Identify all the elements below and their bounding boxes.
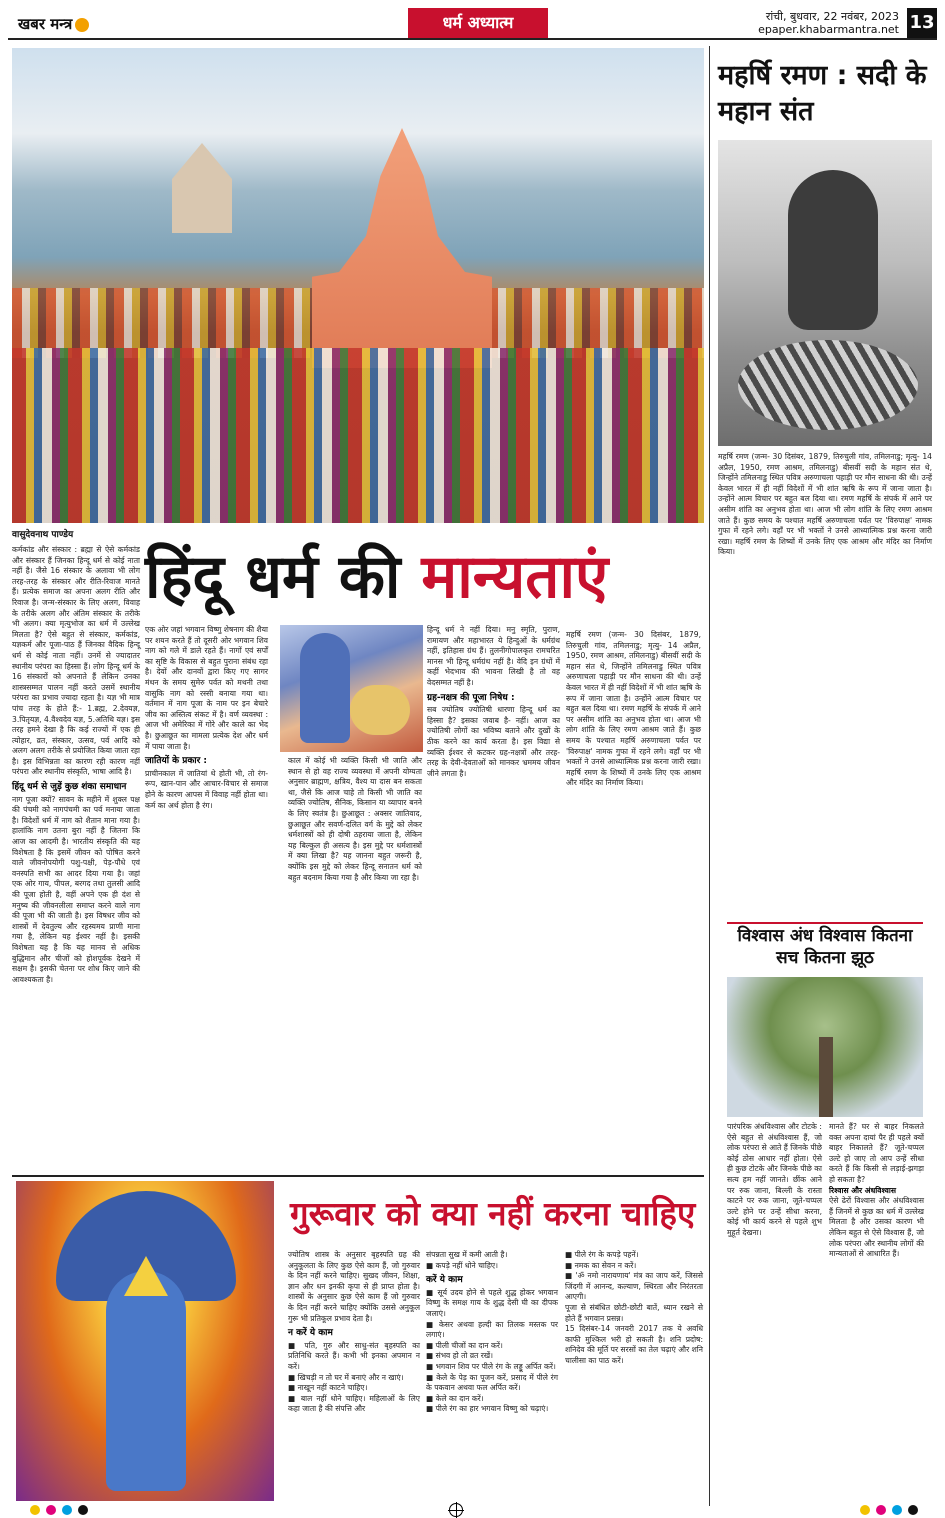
do-item: ■ केसर अथवा हल्दी का तिलक मस्तक पर लगाएं। xyxy=(426,1319,558,1340)
do-item: ■ केले के पेड़ का पूजन करें, प्रसाद में पीले रंग के पकवान अथवा फल अर्पित करें। xyxy=(426,1372,558,1393)
thursday-col2-text: संपन्नता सुख में कमी आती है। xyxy=(426,1250,508,1259)
byline: वासुदेवनाथ पाण्डेय xyxy=(12,530,74,540)
vishwas-col2-subhead: रिश्वास और अंधविश्वास xyxy=(829,1185,896,1195)
dont-item: ■ बाल नहीं धोने चाहिए। महिलाओं के लिए कहा जाता है की संपत्ति और xyxy=(288,1393,420,1414)
thursday-column-1 xyxy=(288,1250,420,1505)
reg-dot xyxy=(876,1505,886,1515)
vishnu-illustration xyxy=(16,1181,274,1501)
vishwas-headline: विश्वास अंध विश्वास कितना सच कितना झूठ xyxy=(737,926,913,968)
reg-dot xyxy=(892,1505,902,1515)
distant-temple-shape xyxy=(172,143,232,233)
col-a-subhead: हिंदू धर्म से जुड़ें कुछ शंका समाधान xyxy=(12,782,127,793)
temple-shape xyxy=(312,128,492,368)
ramana-headline: महर्षि रमण : सदी के महान संत xyxy=(718,60,927,127)
tiger-skin-seat xyxy=(738,340,918,430)
dateline xyxy=(758,10,899,36)
reg-dot xyxy=(908,1505,918,1515)
dont-do-subhead: न करें ये काम xyxy=(288,1328,333,1339)
vishnu-figure xyxy=(106,1271,186,1491)
tree-trunk xyxy=(819,1037,833,1117)
do-subhead: करें ये काम xyxy=(426,1275,463,1286)
col-a-text-2: नाग पूजा क्यों? सावन के महीने में शुक्ल पक्ष की पंचमी को नागपंचमी का पर्व मनाया जाता है। विदेशों धर्म में नाग को शैतान माना गया है। हालांकि नाग उतना बुरा नहीं है जितना कि आज का आदमी है। भारतीय संस्कृति की यह विशेषता है कि इसमें जीवन को पोषित करने वाले जीवनोपयोगी पशु-पक्षी, पेड़-पौधे एवं वनस्पति सभी का आदर दिया गया है। जहां एक ओर गाय, पीपल, बरगद तथा तुलसी आदि की पूजा होती है, वहीं अपने एक ही दंश से मनुष्य की जीवनलीला समाप्त करने वाले नाग की पूजा भी की जाती है। इस विषधर जीव को शास्त्रों में देवतुल्य और रहस्यमय प्राणी माना गया है, लेकिन यह ईश्वर नहीं है। इसकी विशेषता यह है कि यह मानव से अधिक बुद्धिमान और चीजों को होशपूर्वक देखने में सक्षम है। इसकी चेतना पर शोध किए जाने की आवश्यकता है। xyxy=(12,794,140,984)
col-d-text: हिन्दू धर्म ने नहीं दिया। मनु स्मृति, पुराण, रामायण और महाभारत ये हिन्दुओं के धर्मग्रंथ नहीं, इतिहास ग्रंथ हैं। तुलनीगोपालकृत रामचरित मानस भी हिन्दू धर्मग्रंथ नहीं है। वेदि इन ग्रंथों में कहीं भेदभाव की भावना लिखी है तो वह वेदसम्मत नहीं है। xyxy=(427,625,560,687)
section-rule xyxy=(12,1175,704,1177)
brand-logo xyxy=(18,14,89,34)
reg-dot xyxy=(78,1505,88,1515)
issue-date: रांची, बुधवार, 22 नवंबर, 2023 xyxy=(765,10,899,23)
col-b-subhead: जातियों के प्रकार : xyxy=(145,756,207,767)
do-item: ■ पीले रंग के कपड़े पहनें। xyxy=(565,1250,639,1259)
do-item: ■ भगवान शिव पर पीले रंग के लड्डू अर्पित करें। xyxy=(426,1361,556,1371)
col-d-text-2: सब ज्योतिष ज्योतिषी धारणा हिन्दू धर्म का हिस्सा है? इसका जवाब है- नहीं। आज का ज्योतिषी लोगों का भविष्य बताने और दुखों के ठीक करने का कार्य करता है। इस विद्या से व्यक्ति ईश्वर से कटकर ग्रह-नक्षत्रों और तरह-तरह के देवी-देवताओं को मानकर भ्रममय जीवन जीने लगता है। xyxy=(427,705,560,778)
banyan-tree-photo xyxy=(727,977,923,1117)
dont-item: ■ कपड़े नहीं धोने चाहिए। xyxy=(426,1260,498,1270)
vishwas-column-1: पारंपरिक अंधविश्वास और टोटके : ऐसे बहुत से अंधविश्वास हैं, जो लोक परंपरा से आते हैं जिनके पीछे कोई ठोस आधार नहीं होता। ऐसे ही कुछ टोटके और जिनके पीछे का सत्य हम नहीं जानते। छींक आने पर रुक जाना, बिल्ली के रास्ता काटने पर रुक जाना, जूते-चप्पल उल्टे होने पर उन्हें सीधा करना, कोई भी कार्य करने से पहले शुभ मुहूर्त देखना। xyxy=(727,1122,823,1237)
masthead xyxy=(8,8,937,40)
thursday-column-2 xyxy=(426,1250,558,1505)
reg-dot xyxy=(46,1505,56,1515)
main-headline xyxy=(145,532,705,622)
dont-item: ■ खिचड़ी न तो घर में बनाएं और न खाएं। xyxy=(288,1372,404,1382)
thursday-intro: ज्योतिष शास्त्र के अनुसार बृहस्पति ग्रह की अनुकूलता के लिए कुछ ऐसे काम हैं, जो गुरुवार के दिन नहीं करने चाहिए। सुखद जीवन, शिक्षा, ज्ञान और धन इनकी कृपा से ही प्राप्त होता है। शास्त्रों के अनुसार कुछ ऐसे काम हैं जो गुरुवार के दिन नहीं करने चाहिए क्योंकि उससे अनुकूल गुरू भी प्रतिकूल प्रभाव देता है। xyxy=(288,1250,420,1323)
brand-name: खबर मन्त्र xyxy=(18,15,73,33)
dont-item: ■ पति, गुरु और साधु-संत बृहस्पति का प्रतिनिधि करते हैं। कभी भी इनका अपमान न करें। xyxy=(288,1340,420,1371)
headline-part-2: मान्यताएं xyxy=(421,542,609,612)
reg-dot xyxy=(62,1505,72,1515)
dont-item: ■ नाखून नहीं काटने चाहिए। xyxy=(288,1383,368,1393)
page-number: 13 xyxy=(907,8,937,38)
shiva-illustration xyxy=(280,625,423,752)
do-item: ■ सूर्य उदय होने से पहले शुद्ध होकर भगवान विष्णु के समक्ष गाय के शुद्ध देसी घी का दीपक जलाएं। xyxy=(426,1287,558,1318)
do-item: ■ नमक का सेवन न करें। xyxy=(565,1260,637,1270)
article-column-1 xyxy=(12,545,140,984)
col-b-text: एक ओर जहां भगवान विष्णु शेषनाग की शैया पर शयन करते हैं तो दूसरी ओर भगवान शिव नाग को गले में डाले रहते हैं। नागों एवं सर्पों का सृष्टि के विकास से बहुत पुराना संबंध रहा है। देवों और दानवों द्वारा किए गए सागर मंथन के समय सुमेरु पर्वत को मथनी तथा वासुकि नाग को रस्सी बनाया गया था। वर्तमान में नाग पूजा के नाम पर इन बेचारे जीव का अस्तित्व संकट में है। वर्ण व्यवस्था : आज भी अमेरिका में गोरे और काले का भेद है। छुआछूत का मामला प्रत्येक देश और धर्म में पाया जाता है। xyxy=(145,625,268,751)
ramana-portrait xyxy=(718,140,932,446)
thursday-headline: गुरूवार को क्या नहीं करना चाहिए xyxy=(290,1194,696,1233)
col-b-text-2: प्राचीनकाल में जातियां थे होती भी, तो रंग-रूप, खान-पान और आचार-विचार से समाज होने के कारण आपस में विवाह नहीं होता था। कर्म का अर्थ होता है रंग। xyxy=(145,768,268,810)
vishwas-col2-text-b: ऐसे ढेरों विश्वास और अंधविश्वास हैं जिनमें से कुछ का धर्म में उल्लेख मिलता है और उसका कारण भी लेकिन बहुत से ऐसे विश्वास हैं, जो लोक परंपरा और स्थानीय लोगों की मान्यताओं से आधारित हैं। xyxy=(829,1196,924,1259)
thursday-column-3 xyxy=(565,1250,703,1505)
registration-crosshair-icon xyxy=(449,1503,463,1517)
do-item: ■ पीले रंग का हार भगवान विष्णु को चढ़ाएं। xyxy=(426,1404,549,1414)
article-column-3: काल में कोई भी व्यक्ति किसी भी जाति और स्थान से हो वह राज्य व्यवस्था में अपनी योग्यता अनुसार ब्राह्मण, क्षत्रिय, वैश्य या दास बन सकता था, जैसे कि आज चाहे तो किसी भी जाति का व्यक्ति ज्योतिष, सैनिक, किसान या व्यापार बनने के लिए स्वतंत्र है। छुआछूत : अक्सर जातिवाद, छुआछूत और सवर्ण-दलित वर्ग के मुद्दे को लेकर धर्मशास्त्रों को ही दोषी ठहराया जाता है, लेकिन यह बिल्कुल ही असत्य है। इस मुद्दे पर धर्मशास्त्रों में क्या लिखा है? यह जानना बहुत जरूरी है, क्योंकि इस मुद्दे को लेकर हिन्दू सनातन धर्म को बहुत बदनाम किया गया है और किया जा रहा है। xyxy=(288,756,422,882)
reg-dot xyxy=(860,1505,870,1515)
article-column-2 xyxy=(145,625,268,870)
thursday-col3-text: 15 दिसंबर-14 जनवरी 2017 तक ये अवधि काफी मुश्किल भरी हो सकती है। शनि प्रदोष: शनिदेव की मूर्ति पर सरसों का तेल चढ़ाएं और शनि चालीसा का पाठ करें। xyxy=(565,1324,703,1365)
ghat-crowd-photo xyxy=(12,48,704,523)
col-a-text: कर्मकांड और संस्कार : ब्रह्मा से ऐसे कर्मकांड और संस्कार हैं जिनका हिन्दू धर्म से कोई नाता नहीं है। जैसे 16 संस्कार के अलावा भी लोग तरह-तरह के संस्कार और रीति-रिवाज मानते हैं। प्रत्येक समाज का अपना अलग रीति और रिवाज है। जन्म-संस्कार के लिए अलग, विवाह के तरीके अलग और अंतिम संस्कार के तरीके भी अलग। क्या मृत्युभोज का धर्म में उल्लेख मिलता है? ऐसे बहुत से संस्कार, कर्मकांड, यज्ञकर्म और पूजा-पाठ हैं जिनका वैदिक हिन्दू धर्म से कोई नाता नहीं। उनमें से ज्यादातर स्थानीय परंपरा का हिस्सा हैं। लोग हिन्दू धर्म के 16 संस्कारों को अपनाते हैं लेकिन उनका शास्त्रसम्मत पालन नहीं करते उसमें स्थानीय परंपरा का प्रभाव ज्यादा रहता है। यज्ञ भी मात्र पांच तरह के होते हैं:- 1.ब्रह्म, 2.देवयज्ञ, 3.पितृयज्ञ, 4.वैश्वदेव यज्ञ, 5.अतिथि यज्ञ। इस तरह हमने देखा है कि कई राज्यों में एक ही त्योहार, व्रत, संस्कार, उत्सव, पर्व आदि को अलग अलग तरीके से प्रयोजित किया जाता रहा है। इस विभिन्नता का कारण रही कारण नहीं परंपरा और स्थानीय संस्कृति, भाषा आदि है। xyxy=(12,545,140,777)
devotee-figure xyxy=(350,685,410,735)
vishwas-col2-text: मानते हैं? घर से बाहर निकलते वक्त अपना दायां पैर ही पहले क्यों बाहर निकालते हैं? जूते-चप्पल उल्टे हो जाए तो आप उन्हें सीधा करते हैं कि किसी से लड़ाई-झगड़ा हो सकता है? xyxy=(829,1122,924,1184)
brand-badge-icon xyxy=(75,18,89,32)
shiva-figure xyxy=(300,633,350,743)
do-item: ■ पीली चीजों का दान करें। xyxy=(426,1340,503,1350)
portrait-figure xyxy=(788,170,878,330)
article-column-5: महर्षि रमण (जन्म- 30 दिसंबर, 1879, तिरुचुली गांव, तमिलनाडु; मृत्यु- 14 अप्रैल, 1950, रमण आश्रम, तमिलनाडु) बीसवीं सदी के महान संत थे, जिन्होंने तमिलनाडु स्थित पवित्र अरुणाचला पहाड़ी पर मौन साधना की थी। उन्हें केवल भारत में ही नहीं विदेशों में भी शांत ऋषि के रूप में जाना जाता है। उन्होंने आत्म विचार पर बहुत बल दिया था। रमण महर्षि के संपर्क में आने पर असीम शांति का अनुभव होता था। आज भी लोग शांति के लिए रमण आश्रम जाते हैं। कुछ समय के पश्चात महर्षि अरुणाचला पर्वत पर 'विरुपाक्ष' नामक गुफा में रहने लगे। वहाँ पर भी भक्तों ने उनसे आध्यात्मिक प्रश्न करना जारी रखा। महर्षि रमण के शिष्यों में उनके लिए एक आश्रम और मंदिर का निर्माण किया। xyxy=(566,630,701,788)
column-divider xyxy=(709,46,710,1506)
crowd-foreground xyxy=(12,348,704,523)
do-item: पूजा से संबंधित छोटी-छोटी बातें, ध्यान रखने से होते हैं भगवान प्रसन्न। xyxy=(565,1302,703,1323)
col-d-subhead: ग्रह-नक्षत्र की पूजा निषेध : xyxy=(427,692,515,703)
vishwas-rule xyxy=(727,922,923,924)
section-tab: धर्म अध्यात्म xyxy=(408,8,548,38)
epaper-url[interactable]: epaper.khabarmantra.net xyxy=(758,23,899,36)
ramana-article: महर्षि रमण (जन्म- 30 दिसंबर, 1879, तिरुचुली गांव, तमिलनाडु; मृत्यु- 14 अप्रैल, 1950, रमण आश्रम, तमिलनाडु) बीसवीं सदी के महान संत थे, जिन्होंने तमिलनाडु स्थित पवित्र अरुणाचला पहाड़ी पर मौन साधना की थी। उन्हें केवल भारत में ही नहीं विदेशों में भी शांत ऋषि के रूप में जाना जाता है। उन्होंने आत्म विचार पर बहुत बल दिया था। रमण महर्षि के संपर्क में आने पर असीम शांति का अनुभव होता था। आज भी लोग शांति के लिए रमण आश्रम जाते हैं। कुछ समय के पश्चात महर्षि अरुणाचला पर्वत पर 'विरुपाक्ष' नामक गुफा में रहने लगे। वहाँ पर भी भक्तों ने उनसे आध्यात्मिक प्रश्न करना जारी रखा। महर्षि रमण के शिष्यों में उनके लिए एक आश्रम और मंदिर का निर्माण किया। xyxy=(718,452,932,557)
do-item: ■ 'ॐ नमो नारायणाय' मंत्र का जाप करें, जिससे जिंदगी में आनन्द, कल्याण, स्थिरता और निरंतरता आएगी। xyxy=(565,1271,703,1302)
do-item: ■ केले का दान करें। xyxy=(426,1393,484,1403)
reg-dot xyxy=(30,1505,40,1515)
article-column-4 xyxy=(427,625,560,870)
registration-strip xyxy=(0,1503,945,1517)
headline-part-1: हिंदू धर्म की xyxy=(145,542,401,612)
do-item: ■ संभव हो तो व्रत रखें। xyxy=(426,1351,493,1361)
vishwas-column-2 xyxy=(829,1122,924,1502)
